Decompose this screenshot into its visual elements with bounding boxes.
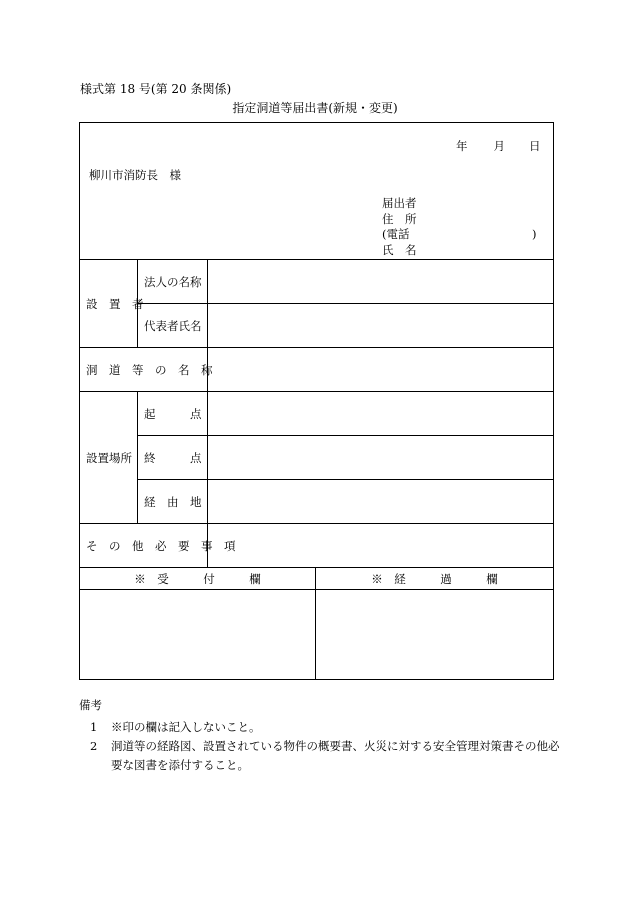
form-number: 様式第 18 号(第 20 条関係) xyxy=(80,82,232,96)
receipt-field xyxy=(80,590,316,680)
phone-open-label: (電話 xyxy=(382,227,410,241)
end-point-label: 終 点 xyxy=(138,436,208,480)
corp-name-field[interactable] xyxy=(208,260,554,304)
other-info-label: そ の 他 必 要 事 項 xyxy=(80,524,208,568)
progress-field xyxy=(316,590,554,680)
applicant-label: 届出者 xyxy=(382,196,417,210)
applicant-block xyxy=(382,196,537,258)
progress-column-header: ※ 経 過 欄 xyxy=(316,568,554,590)
addressee: 柳川市消防長 様 xyxy=(89,168,181,182)
date-year-label: 年 xyxy=(456,139,468,153)
applicant-address-label[interactable]: 住 所 xyxy=(382,211,417,226)
note-number: 2 xyxy=(90,739,98,753)
phone-close-label: ) xyxy=(532,227,537,241)
date-month-label: 月 xyxy=(493,139,505,153)
document-title: 指定洞道等届出書(新規・変更) xyxy=(232,101,398,115)
start-point-label: 起 点 xyxy=(138,392,208,436)
notes-section xyxy=(79,696,569,775)
notification-form-table xyxy=(79,122,554,680)
applicant-name-label[interactable]: 氏 名 xyxy=(382,242,417,257)
note-text: ※印の欄は記入しないこと。 xyxy=(111,720,261,734)
form-header-cell xyxy=(80,123,554,260)
duct-name-label: 洞 道 等 の 名 称 xyxy=(80,348,208,392)
representative-label: 代表者氏名 xyxy=(138,304,208,348)
note-item xyxy=(79,737,569,775)
corp-name-label: 法人の名称 xyxy=(138,260,208,304)
representative-field[interactable] xyxy=(208,304,554,348)
other-info-field[interactable] xyxy=(208,524,554,568)
via-point-label: 経 由 地 xyxy=(138,480,208,524)
end-point-field[interactable] xyxy=(208,436,554,480)
receipt-column-header: ※ 受 付 欄 xyxy=(80,568,316,590)
duct-name-field[interactable] xyxy=(208,348,554,392)
note-item xyxy=(79,718,569,737)
start-point-field[interactable] xyxy=(208,392,554,436)
installer-group-label: 設 置 者 xyxy=(80,260,138,348)
location-group-label: 設置場所 xyxy=(80,392,138,524)
applicant-phone-field[interactable] xyxy=(382,227,537,243)
date-field[interactable] xyxy=(456,138,541,154)
note-text: 洞道等の経路図、設置されている物件の概要書、火災に対する安全管理対策書その他必要な図書を添付すること。 xyxy=(111,739,560,772)
via-point-field[interactable] xyxy=(208,480,554,524)
notes-title: 備考 xyxy=(79,698,102,712)
date-day-label: 日 xyxy=(529,139,541,153)
note-number: 1 xyxy=(90,720,98,734)
